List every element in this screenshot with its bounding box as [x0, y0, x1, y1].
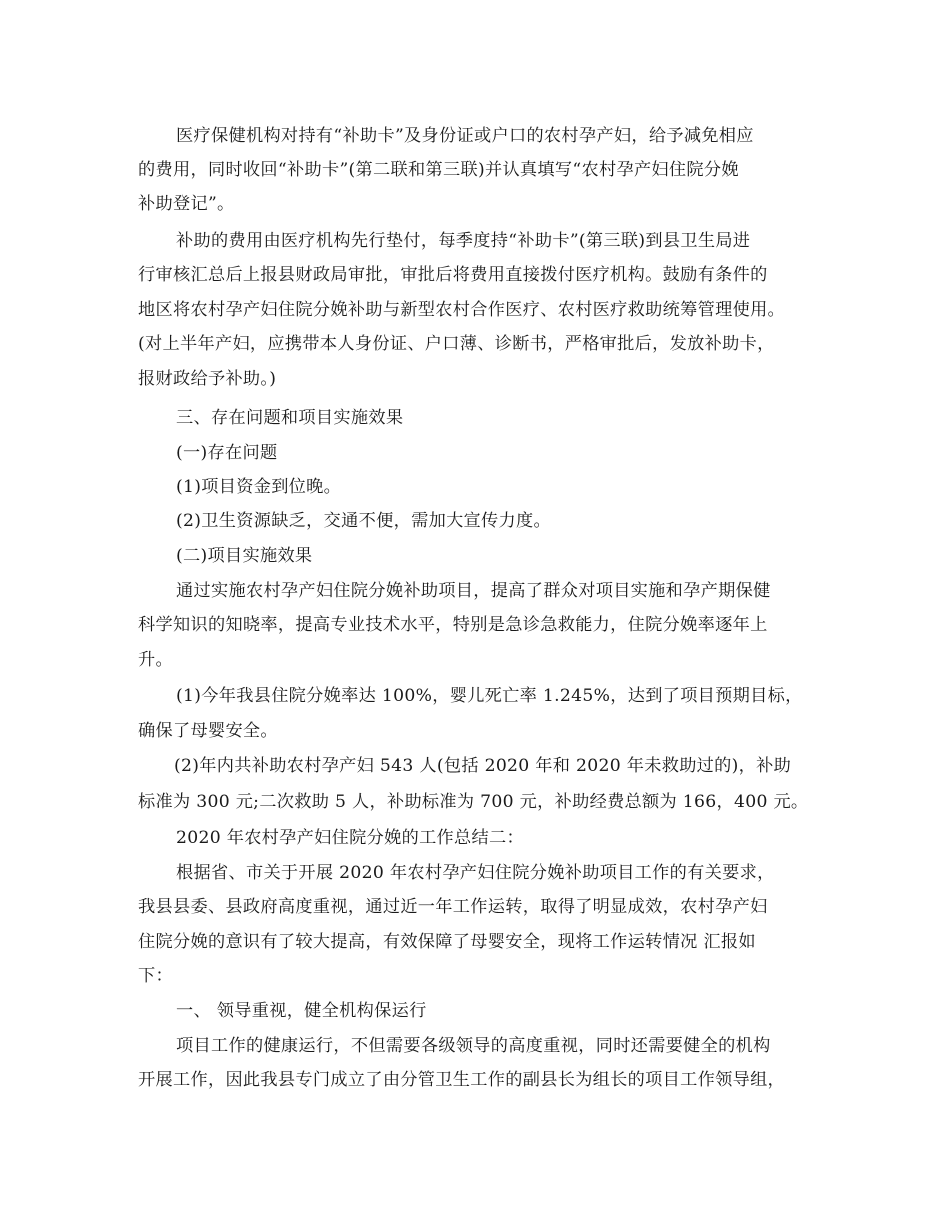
list-item: (2)卫生资源缺乏，交通不便，需加大宣传力度。 — [176, 511, 551, 531]
paragraph-line: 开展工作，因此我县专门成立了由分管卫生工作的副县长为组长的项目工作领导组， — [138, 1070, 786, 1090]
paragraph-line: 项目工作的健康运行，不但需要各级领导的高度重视，同时还需要健全的机构 — [176, 1036, 771, 1056]
paragraph-line: (对上半年产妇，应携带本人身份证、户口薄、诊断书，严格审批后，发放补助卡， — [138, 334, 775, 354]
paragraph-line: 补助的费用由医疗机构先行垫付，每季度持“补助卡”(第三联)到县卫生局进 — [176, 231, 751, 251]
paragraph-line: 地区将农村孕产妇住院分娩补助与新型农村合作医疗、农村医疗救助统筹管理使用。 — [138, 300, 786, 320]
paragraph-line: 报财政给予补助。) — [138, 369, 277, 389]
section-heading: 一、 领导重视，健全机构保运行 — [176, 1001, 427, 1021]
paragraph-line: 下： — [138, 966, 173, 986]
paragraph-line: 根据省、市关于开展 2020 年农村孕产妇住院分娩补助项目工作的有关要求， — [176, 863, 775, 883]
paragraph-line: 确保了母婴安全。 — [138, 721, 278, 741]
paragraph-line: 通过实施农村孕产妇住院分娩补助项目，提高了群众对项目实施和孕产期保健 — [176, 581, 771, 601]
paragraph-line: 升。 — [138, 650, 173, 670]
paragraph-line: 我县县委、县政府高度重视，通过近一年工作运转，取得了明显成效，农村孕产妇 — [138, 897, 768, 917]
list-item: (1)今年我县住院分娩率达 100%，婴儿死亡率 1.245%，达到了项目预期目标， — [176, 686, 803, 706]
paragraph-line: 行审核汇总后上报县财政局审批，审批后将费用直接拨付医疗机构。鼓励有条件的 — [138, 265, 768, 285]
paragraph-line: 住院分娩的意识有了较大提高，有效保障了母婴安全，现将工作运转情况 汇报如 — [138, 932, 756, 952]
list-item: (2)年内共补助农村孕产妇 543 人(包括 2020 年和 2020 年未救助过的)，补助 — [174, 756, 792, 776]
list-item: (1)项目资金到位晚。 — [176, 477, 342, 497]
paragraph-line: 科学知识的知晓率，提高专业技术水平，特别是急诊急救能力，住院分娩率逐年上 — [138, 615, 768, 635]
paragraph-line: 补助登记”。 — [138, 194, 235, 214]
section-heading: 2020 年农村孕产妇住院分娩的工作总结二： — [176, 828, 524, 848]
paragraph-line: 医疗保健机构对持有“补助卡”及身份证或户口的农村孕产妇，给予减免相应 — [176, 126, 754, 146]
subsection-heading: (一)存在问题 — [176, 443, 278, 463]
paragraph-line: 标准为 300 元;二次救助 5 人，补助标准为 700 元，补助经费总额为 166，400 元。 — [138, 792, 809, 812]
paragraph-line: 的费用，同时收回“补助卡”(第二联和第三联)并认真填写“农村孕产妇住院分娩 — [138, 160, 739, 180]
subsection-heading: (二)项目实施效果 — [176, 546, 313, 566]
section-heading: 三、存在问题和项目实施效果 — [176, 408, 404, 428]
